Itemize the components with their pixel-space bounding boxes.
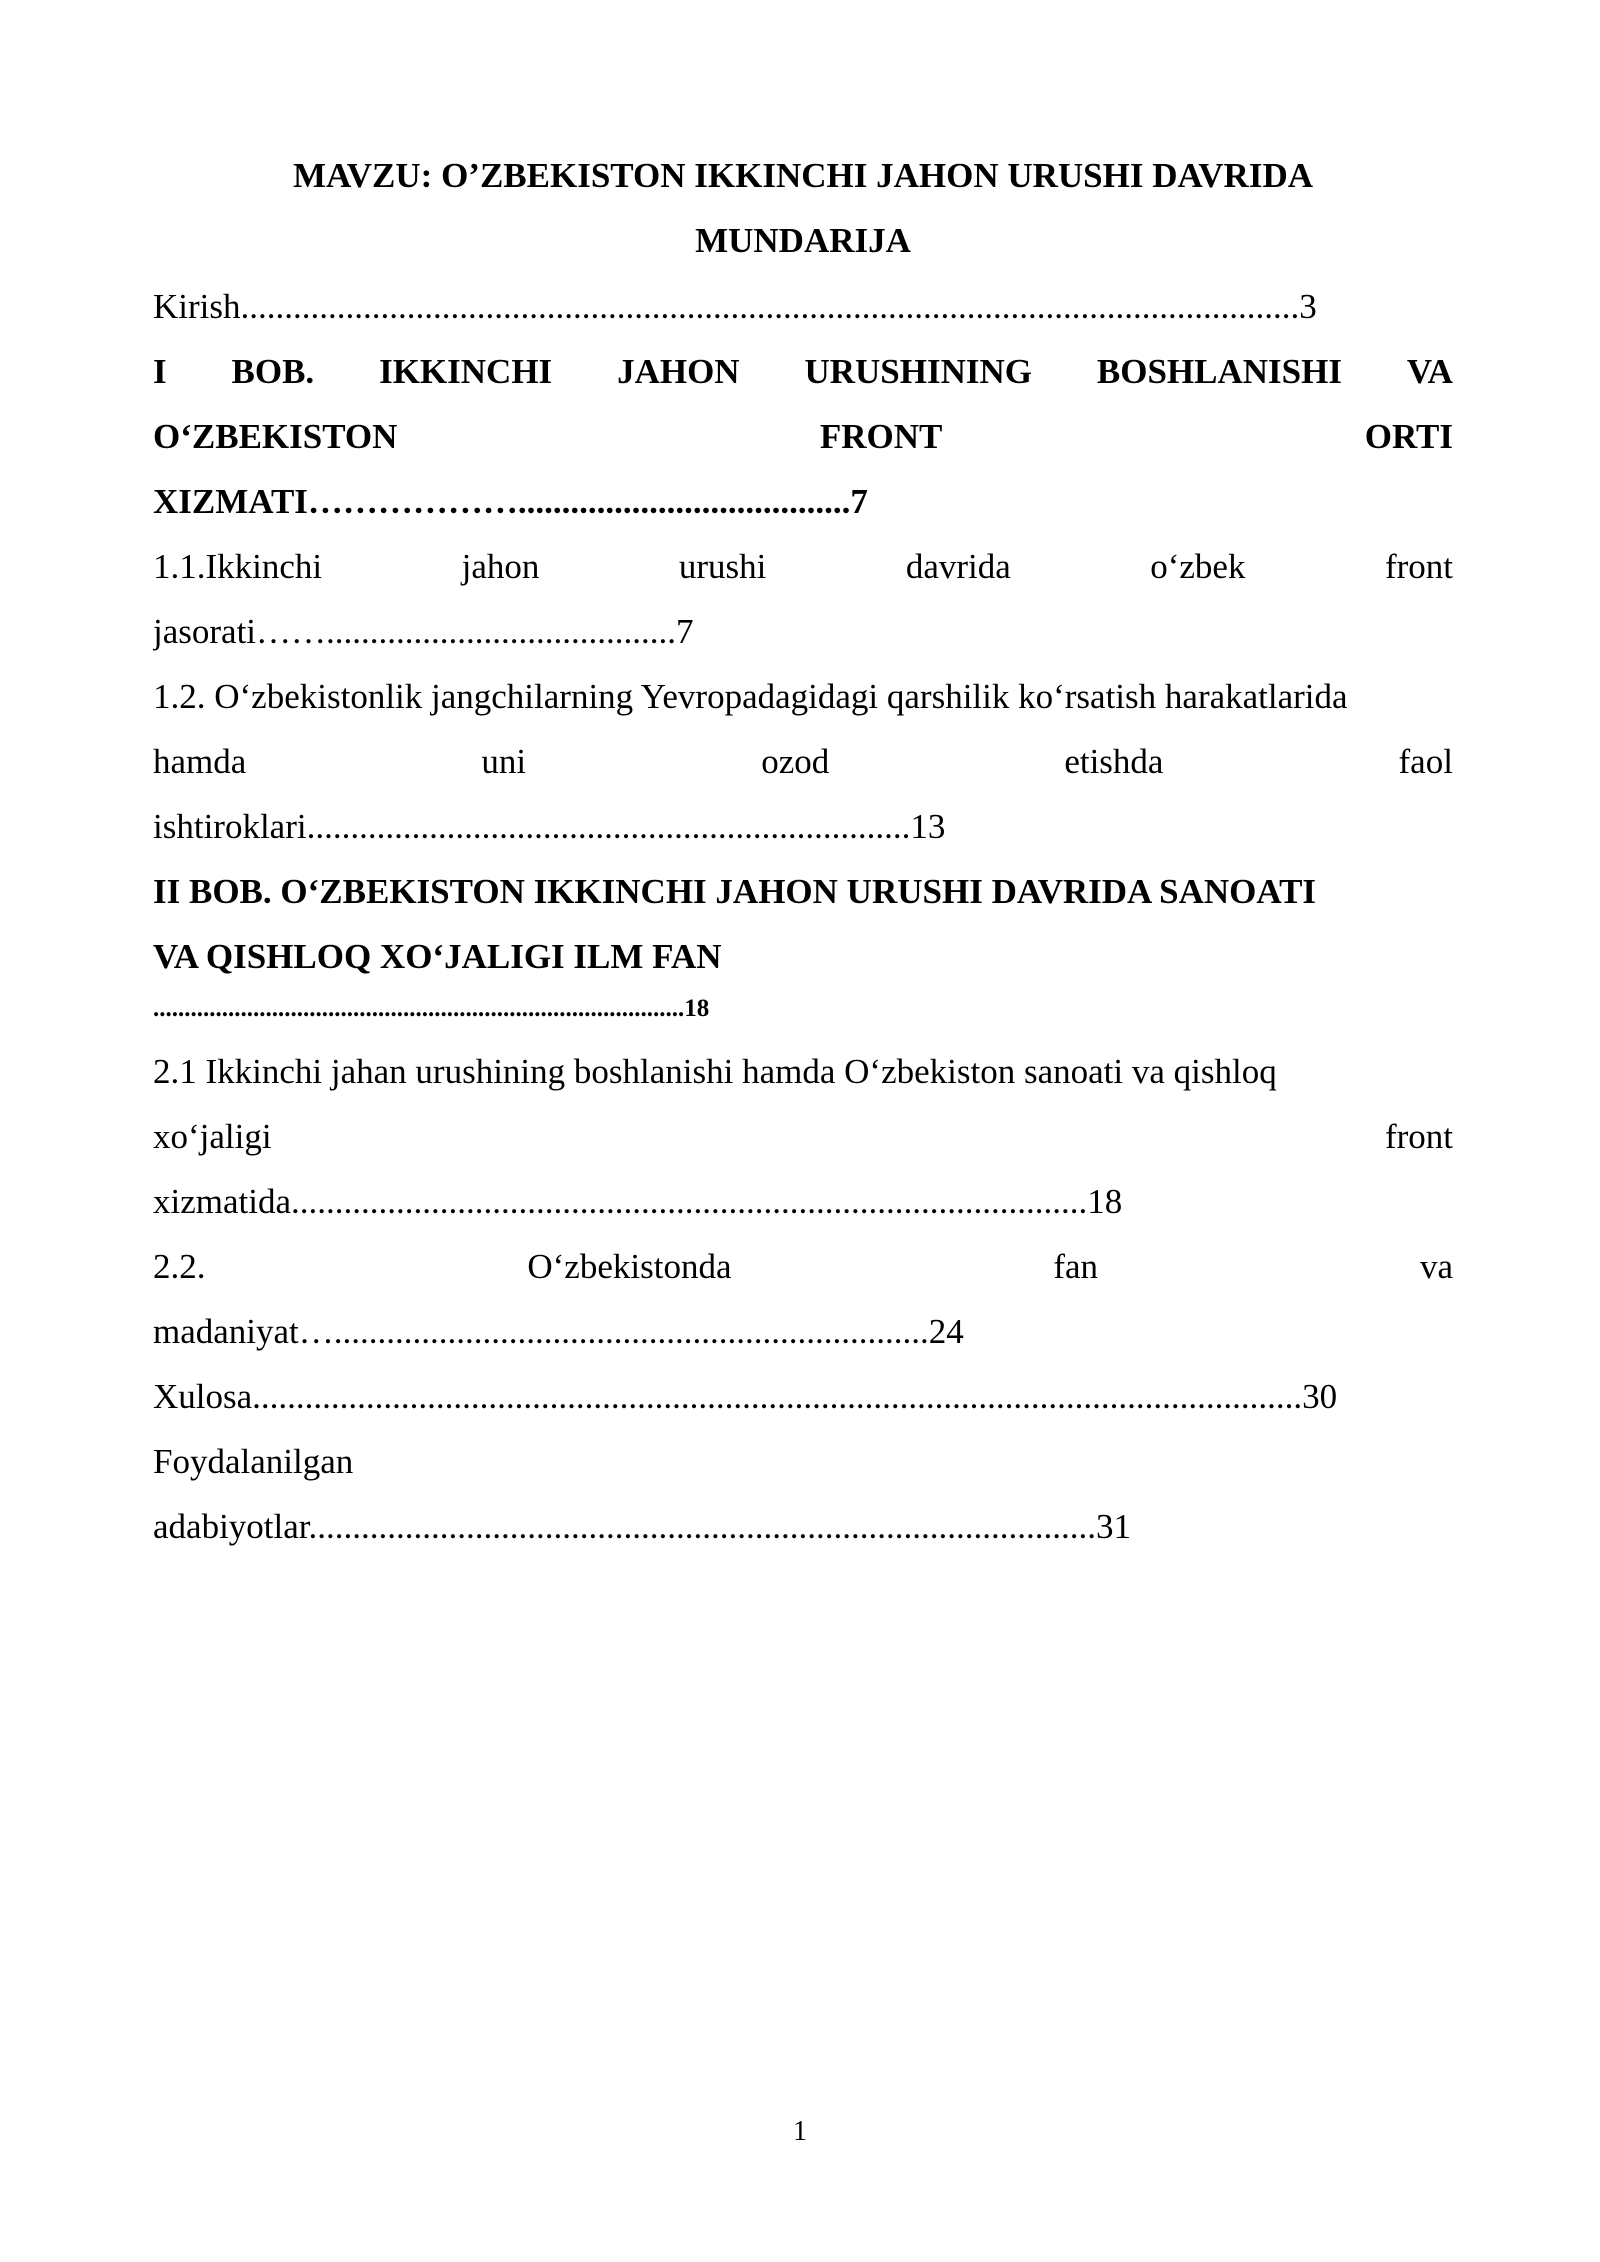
toc-word: davrida	[905, 547, 1011, 586]
toc-section-2-2-line-2: madaniyat…....................................................................24	[153, 1312, 964, 1351]
toc-word: uni	[481, 742, 527, 781]
toc-chapter-1-line-3: XIZMATI………………......................................7	[153, 482, 868, 521]
toc-chapter-2-line-3: .....................................................................................18	[153, 995, 710, 1022]
toc-chapter-1-line-1	[153, 339, 1453, 404]
toc-word: jahon	[461, 547, 540, 586]
toc-word: VA	[1406, 352, 1453, 391]
toc-word: urushi	[678, 547, 767, 586]
toc-word: fan	[1053, 1247, 1099, 1286]
toc-word: front	[1384, 1117, 1453, 1156]
toc-chapter-2-line-2: VA QISHLOQ XO‘JALIGI ILM FAN	[153, 937, 722, 976]
toc-word: faol	[1398, 742, 1453, 781]
toc-section-2-1-line-1: 2.1 Ikkinchi jahan urushining boshlanishi hamda O‘zbekiston sanoati va qishloq	[153, 1052, 1277, 1091]
toc-word: xo‘jaligi	[153, 1117, 272, 1156]
toc-word: O‘zbekistonda	[527, 1247, 732, 1286]
toc-word: ozod	[761, 742, 830, 781]
toc-section-1-1-line-1	[153, 534, 1453, 599]
toc-word: o‘zbek	[1150, 547, 1246, 586]
toc-section-2-1-line-2	[153, 1104, 1453, 1169]
toc-entry-kirish: Kirish.........................................................................................................................3	[153, 287, 1317, 326]
toc-entry-xulosa: Xulosa........................................................................................................................30	[153, 1377, 1338, 1416]
toc-word: BOSHLANISHI	[1096, 352, 1342, 391]
toc-word: BOB.	[231, 352, 315, 391]
toc-word: 2.2.	[153, 1247, 206, 1286]
toc-heading: MUNDARIJA	[695, 221, 911, 260]
toc-word: O‘ZBEKISTON	[153, 417, 398, 456]
document-title: MAVZU: O’ZBEKISTON IKKINCHI JAHON URUSHI DAVRIDA	[292, 156, 1314, 195]
toc-section-1-2-line-1: 1.2. O‘zbekistonlik jangchilarning Yevropadagidagi qarshilik ko‘rsatish harakatlarida	[153, 677, 1348, 716]
table-of-contents	[153, 274, 1453, 1559]
toc-chapter-1-line-2	[153, 404, 1453, 469]
toc-section-1-2-line-2	[153, 729, 1453, 794]
toc-word: FRONT	[819, 417, 943, 456]
toc-word: va	[1419, 1247, 1453, 1286]
toc-word: hamda	[153, 742, 247, 781]
page-number: 1	[793, 2116, 807, 2147]
toc-word: JAHON	[617, 352, 740, 391]
toc-word: I	[153, 352, 167, 391]
toc-word: etishda	[1064, 742, 1164, 781]
toc-section-2-1-line-3: xizmatida...........................................................................................18	[153, 1182, 1123, 1221]
toc-word: front	[1384, 547, 1453, 586]
toc-word: IKKINCHI	[379, 352, 553, 391]
toc-chapter-2-line-1: II BOB. O‘ZBEKISTON IKKINCHI JAHON URUSHI DAVRIDA SANOATI	[153, 872, 1317, 911]
toc-word: 1.1.Ikkinchi	[153, 547, 323, 586]
toc-section-1-1-line-2: jasorati……........................................7	[153, 612, 694, 651]
toc-section-2-2-line-1	[153, 1234, 1453, 1299]
toc-entry-references-line-1: Foydalanilgan	[153, 1442, 354, 1481]
toc-word: ORTI	[1364, 417, 1453, 456]
toc-section-1-2-line-3: ishtiroklari.....................................................................13	[153, 807, 946, 846]
toc-entry-references-line-2: adabiyotlar..........................................................................................31	[153, 1507, 1132, 1546]
toc-word: URUSHINING	[804, 352, 1032, 391]
